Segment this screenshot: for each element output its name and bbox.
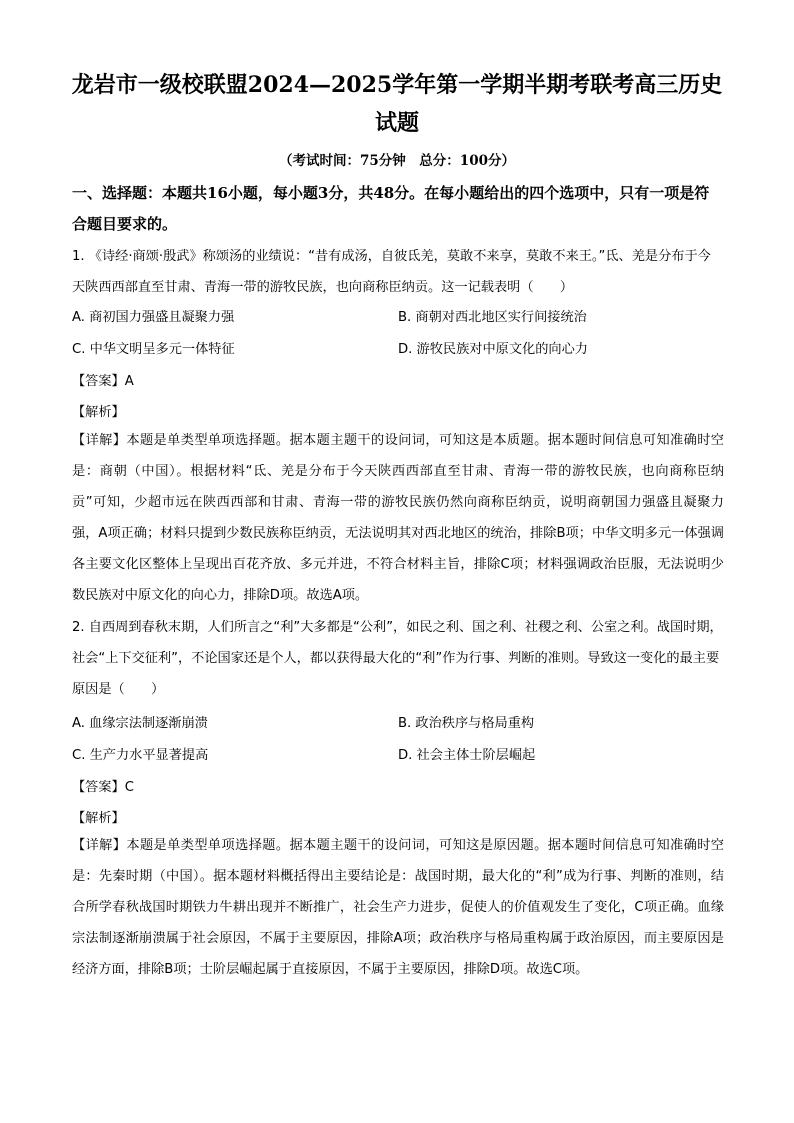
section-heading: 一、选择题：本题共16小题，每小题3分，共48分。在每小题给出的四个选项中，只有一项是符合题目要求的。	[72, 184, 710, 233]
answer-label: 【答案】C	[72, 780, 134, 795]
option-d: D. 社会主体士阶层崛起	[398, 748, 536, 763]
question-2-detail: 【详解】本题是单类型单项选择题。据本题主题干的设问词，可知这是原因题。据本题时间信息可知准确时空是：先秦时期（中国）。据本题材料概括得出主要结论是：战国时期，最大化的“利”成为行事、判断的准则，结合所学春秋战国时期铁力牛耕出现并不断推广，社会生产力进步，促使人的价值观发生了变化，C项正确。血缘宗法制逐渐崩溃属于社会原因，不属于主要原因，排除A项；政治秩序与格局重构属于政治原因，而主要原因是经济方面，排除B项；士阶层崛起属于直接原因，不属于主要原因，排除D项。故选C项。	[72, 838, 724, 977]
question-2-stem: 2. 自西周到春秋末期，人们所言之“利”大多都是“公利”，如民之利、国之利、社稷之利、公室之利。战国时期，社会“上下交征利”，不论国家还是个人，都以获得最大化的“利”作为行事、判断的准则。导致这一变化的最主要原因是（ ）	[72, 620, 723, 697]
option-a: A. 商初国力强盛且凝聚力强	[72, 310, 235, 325]
exam-info: （考试时间：75分钟 总分：100分）	[279, 153, 515, 169]
option-c: C. 生产力水平显著提高	[72, 748, 209, 763]
option-a: A. 血缘宗法制逐渐崩溃	[72, 716, 208, 731]
page-title: 龙岩市一级校联盟2024—2025学年第一学期半期考联考高三历史试题	[71, 72, 723, 136]
option-b: B. 商朝对西北地区实行间接统治	[398, 310, 587, 325]
question-1-detail: 【详解】本题是单类型单项选择题。据本题主题干的设问词，可知这是本质题。据本题时间信息可知准确时空是：商朝（中国）。根据材料“氐、羌是分布于今天陕西西部直至甘肃、青海一带的游牧民族，也向商称臣纳贡”可知，少超市远在陕西西部和甘肃、青海一带的游牧民族仍然向商称臣纳贡，说明商朝国力强盛且凝聚力强，A项正确；材料只提到少数民族称臣纳贡，无法说明其对西北地区的统治，排除B项；中华文明多元一体强调各主要文化区整体上呈现出百花齐放、多元并进，不符合材料主旨，排除C项；材料强调政治臣服，无法说明少数民族对中原文化的向心力，排除D项。故选A项。	[72, 433, 724, 603]
answer-label: 【答案】A	[72, 374, 134, 389]
option-c: C. 中华文明呈多元一体特征	[72, 342, 235, 357]
analysis-label: 【解析】	[72, 811, 125, 826]
question-1-stem: 1. 《诗经·商颂·殷武》称颂汤的业绩说：“昔有成汤，自彼氐羌，莫敢不来享，莫敢不来王。”氐、羌是分布于今天陕西西部直至甘肃、青海一带的游牧民族，也向商称臣纳贡。这一记载表明（ ）	[72, 249, 711, 295]
option-b: B. 政治秩序与格局重构	[398, 716, 535, 731]
option-d: D. 游牧民族对中原文化的向心力	[398, 342, 588, 357]
analysis-label: 【解析】	[72, 405, 125, 420]
